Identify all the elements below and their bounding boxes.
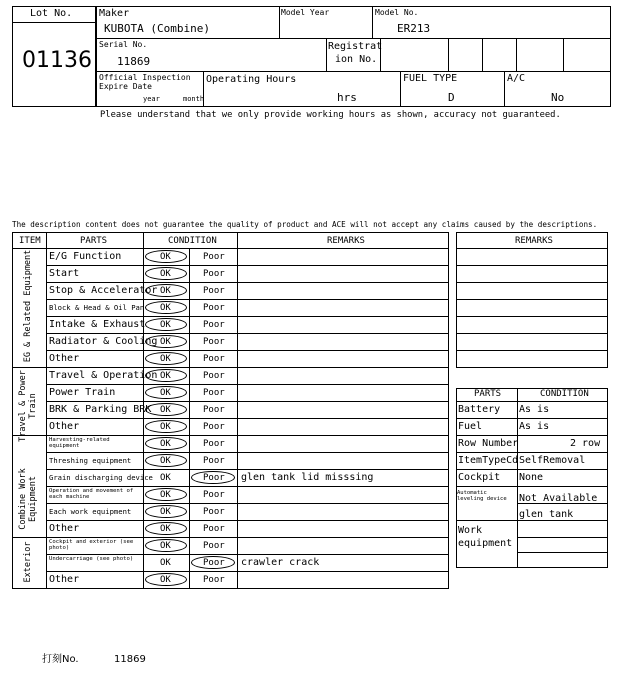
right-remarks-header: REMARKS	[515, 236, 553, 246]
part-label: Other	[49, 421, 80, 432]
ac-value: No	[551, 91, 565, 104]
item-type-label: ItemTypeCd	[458, 455, 519, 466]
month-label: month	[183, 95, 205, 103]
poor-option[interactable]: Poor	[203, 439, 225, 449]
ok-option[interactable]: OK	[160, 252, 171, 262]
poor-option[interactable]: Poor	[203, 371, 225, 381]
selection-circle	[145, 420, 187, 433]
item-type-value: SelfRemoval	[519, 455, 586, 466]
ok-option[interactable]: OK	[160, 507, 171, 517]
ok-option[interactable]: OK	[160, 269, 171, 279]
registration-label-2: ion No.	[335, 54, 378, 65]
poor-option[interactable]: Poor	[203, 388, 225, 398]
poor-option[interactable]: Poor	[203, 354, 225, 364]
model-no-label: Model No.	[375, 8, 419, 17]
auto-leveling-value: Not Available	[519, 493, 598, 504]
remark-text: crawler crack	[241, 557, 320, 568]
ac-label: A/C	[507, 73, 526, 84]
part-label: Undercarriage (see photo)	[49, 556, 134, 562]
selection-circle	[145, 386, 187, 399]
work-equipment-value: glen tank	[519, 509, 574, 520]
part-label: Operation and movement of each machine	[49, 488, 134, 501]
poor-option[interactable]: Poor	[203, 575, 225, 585]
selection-circle	[191, 556, 235, 569]
battery-label: Battery	[458, 404, 501, 415]
part-label: Start	[49, 268, 80, 279]
part-label: Stop & Accelerator	[49, 285, 158, 296]
part-label: Power Train	[49, 387, 116, 398]
ok-option[interactable]: OK	[160, 422, 171, 432]
disclaimer: The description content does not guarantee the quality of product and ACE will not accept any claims caused by the descriptions.	[12, 220, 598, 229]
part-label: E/G Function	[49, 251, 122, 262]
model-year-label: Model Year	[281, 8, 330, 17]
stamp-no-value: 11869	[114, 654, 146, 665]
inspection-label-1: Official Inspection	[99, 73, 191, 82]
ok-option[interactable]: OK	[160, 320, 171, 330]
poor-option[interactable]: Poor	[203, 422, 225, 432]
parts-col-header: PARTS	[474, 389, 502, 399]
part-label: Block & Head & Oil Pan	[49, 303, 145, 312]
ok-option[interactable]: OK	[160, 524, 171, 534]
ok-option[interactable]: OK	[160, 405, 171, 415]
ok-option[interactable]: OK	[160, 388, 171, 398]
ok-option[interactable]: OK	[160, 371, 171, 381]
selection-circle	[145, 539, 187, 552]
poor-option[interactable]: Poor	[203, 320, 225, 330]
group-label-combine: Combine Work Equipment	[18, 468, 38, 530]
ok-option[interactable]: OK	[160, 575, 171, 585]
maker-label: Maker	[99, 8, 130, 19]
selection-circle	[191, 471, 235, 484]
work-equipment-label-2: equipment	[458, 538, 513, 549]
selection-circle	[145, 352, 187, 365]
row-number-value: 2 row	[570, 438, 601, 449]
selection-circle	[145, 403, 187, 416]
poor-option[interactable]: Poor	[203, 405, 225, 415]
ok-option[interactable]: OK	[160, 490, 171, 500]
group-label-eg: EG & Related Equipment	[23, 249, 33, 363]
fuel-type-value: D	[448, 91, 455, 104]
poor-option[interactable]: Poor	[203, 490, 225, 500]
col-remarks-header: REMARKS	[327, 236, 365, 246]
ok-option[interactable]: OK	[160, 337, 171, 347]
selection-circle	[145, 505, 187, 518]
ok-option[interactable]: OK	[160, 439, 171, 449]
poor-option[interactable]: Poor	[203, 541, 225, 551]
selection-circle	[145, 573, 187, 586]
auto-leveling-label: Automatic leveling device	[457, 490, 507, 502]
col-parts-header: PARTS	[80, 236, 108, 246]
fuel-label: Fuel	[458, 421, 483, 432]
poor-option[interactable]: Poor	[203, 507, 225, 517]
serial-value: 11869	[117, 55, 151, 68]
lot-label: Lot No.	[30, 8, 73, 19]
selection-circle	[145, 250, 187, 263]
selection-circle	[145, 437, 187, 450]
poor-option[interactable]: Poor	[203, 473, 225, 483]
part-label: Other	[49, 353, 80, 364]
model-no-value: ER213	[397, 22, 431, 35]
part-label: Radiator & Cooling	[49, 336, 158, 347]
inspection-label-2: Expire Date	[99, 82, 152, 91]
selection-circle	[145, 284, 187, 297]
ok-option[interactable]: OK	[160, 286, 171, 296]
fuel-value: As is	[519, 421, 550, 432]
poor-option[interactable]: Poor	[203, 337, 225, 347]
ok-option[interactable]: OK	[160, 456, 171, 466]
part-label: Each work equipment	[49, 507, 132, 516]
part-label: Threshing equipment	[49, 456, 132, 465]
year-label: year	[143, 95, 160, 103]
remark-text: glen tank lid misssing	[241, 472, 374, 483]
poor-option[interactable]: Poor	[203, 558, 225, 568]
poor-option[interactable]: Poor	[203, 269, 225, 279]
serial-label: Serial No.	[99, 40, 148, 49]
col-item-header: ITEM	[19, 236, 41, 246]
ok-option[interactable]: OK	[160, 473, 171, 483]
cockpit-value: None	[519, 472, 544, 483]
ok-option[interactable]: OK	[160, 558, 171, 568]
lot-number: 01136	[22, 48, 92, 73]
poor-option[interactable]: Poor	[203, 524, 225, 534]
poor-option[interactable]: Poor	[203, 456, 225, 466]
part-label: Other	[49, 523, 80, 534]
condition-col-header: CONDITION	[540, 389, 589, 399]
selection-circle	[145, 454, 187, 467]
poor-option[interactable]: Poor	[203, 286, 225, 296]
group-label-travel: Travel & Power Train	[18, 370, 38, 442]
group-label-exterior: Exterior	[23, 541, 33, 583]
row-number-label: Row Number	[458, 438, 519, 449]
ok-option[interactable]: OK	[160, 303, 171, 313]
battery-value: As is	[519, 404, 550, 415]
work-equipment-label-1: Work	[458, 525, 483, 536]
part-label: Intake & Exhaust	[49, 319, 146, 330]
part-label: Harvesting-related equipment	[49, 437, 110, 450]
registration-label-1: Registrat	[328, 41, 383, 52]
ok-option[interactable]: OK	[160, 541, 171, 551]
selection-circle	[145, 369, 187, 382]
hours-accuracy-note: Please understand that we only provide working hours as shown, accuracy not guaranteed.	[100, 110, 561, 120]
selection-circle	[145, 267, 187, 280]
maker-value: KUBOTA (Combine)	[104, 22, 210, 35]
hours-unit: hrs	[337, 91, 357, 104]
selection-circle	[145, 488, 187, 501]
poor-option[interactable]: Poor	[203, 252, 225, 262]
selection-circle	[145, 318, 187, 331]
selection-circle	[145, 301, 187, 314]
selection-circle	[145, 522, 187, 535]
ok-option[interactable]: OK	[160, 354, 171, 364]
part-label: Other	[49, 574, 80, 585]
part-label: Travel & Operation	[49, 370, 158, 381]
cockpit-label: Cockpit	[458, 472, 501, 483]
fuel-type-label: FUEL TYPE	[403, 73, 458, 84]
poor-option[interactable]: Poor	[203, 303, 225, 313]
hours-label: Operating Hours	[206, 74, 297, 85]
selection-circle	[145, 335, 187, 348]
part-label: Cockpit and exterior (see photo)	[49, 539, 134, 552]
part-label: Grain discharging device	[49, 473, 153, 482]
col-condition-header: CONDITION	[168, 236, 217, 246]
stamp-no-label: 打刻No.	[42, 654, 79, 665]
part-label: BRK & Parking BRK	[49, 404, 152, 415]
